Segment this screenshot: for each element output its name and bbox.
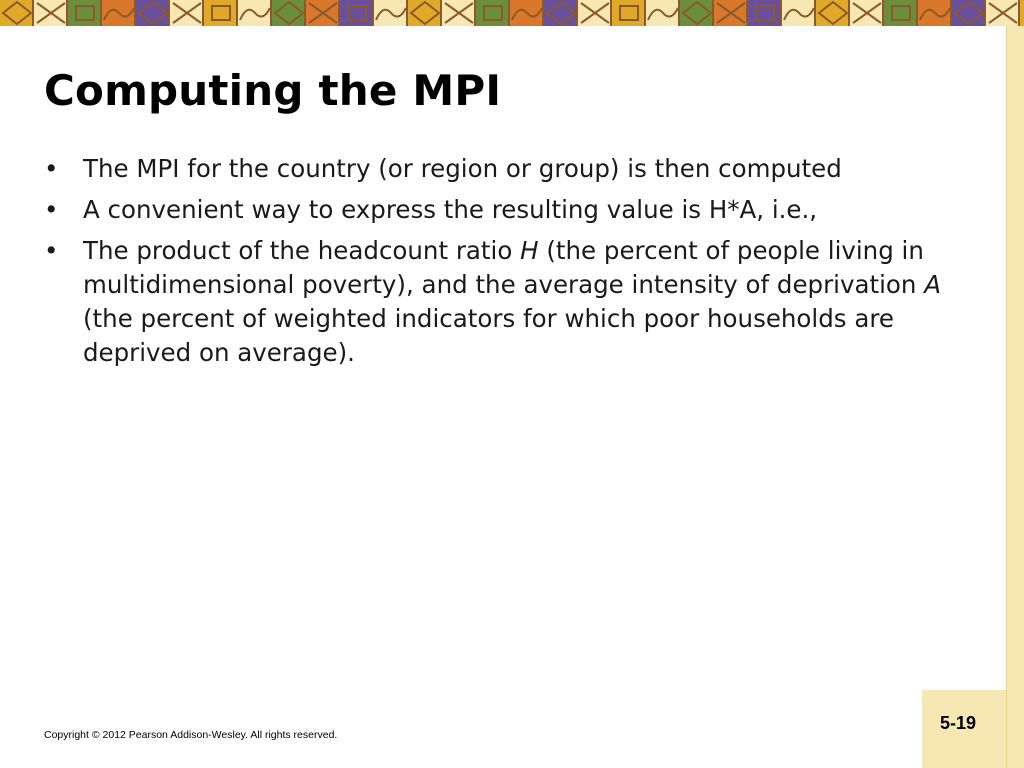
pattern-separator xyxy=(202,0,204,26)
pattern-tile xyxy=(952,0,986,26)
pattern-tile xyxy=(272,0,306,26)
pattern-tile xyxy=(68,0,102,26)
pattern-separator xyxy=(338,0,340,26)
copyright-notice: Copyright © 2012 Pearson Addison-Wesley. All rights reserved. xyxy=(44,729,338,741)
pattern-separator xyxy=(372,0,374,26)
pattern-separator xyxy=(100,0,102,26)
pattern-separator xyxy=(848,0,850,26)
bullet-dot: • xyxy=(44,154,59,183)
bullet-text: A convenient way to express the resulting value is H*A, i.e., xyxy=(83,195,818,224)
pattern-tile xyxy=(816,0,850,26)
pattern-tile xyxy=(0,0,34,26)
bullet-text: The MPI for the country (or region or group) is then computed xyxy=(83,154,842,183)
pattern-separator xyxy=(644,0,646,26)
pattern-tile xyxy=(340,0,374,26)
bullet-item xyxy=(44,234,974,370)
pattern-tile xyxy=(476,0,510,26)
pattern-separator xyxy=(1018,0,1020,26)
bullet-item xyxy=(44,152,974,186)
bullet-list xyxy=(44,152,974,377)
pattern-separator xyxy=(950,0,952,26)
pattern-tile xyxy=(204,0,238,26)
bullet-dot: • xyxy=(44,236,59,265)
pattern-separator xyxy=(32,0,34,26)
pattern-tile xyxy=(136,0,170,26)
pattern-tile xyxy=(1020,0,1024,26)
pattern-tile xyxy=(884,0,918,26)
slide-title: Computing the MPI xyxy=(44,66,502,115)
pattern-tile xyxy=(748,0,782,26)
page-number: 5-19 xyxy=(940,713,977,733)
text-segment: (the percent of weighted indicators for which poor households are deprived on average). xyxy=(83,304,894,367)
bullet-item xyxy=(44,193,974,227)
pattern-graphic xyxy=(0,0,1024,26)
pattern-separator xyxy=(610,0,612,26)
pattern-separator xyxy=(746,0,748,26)
pattern-separator xyxy=(916,0,918,26)
bullet-text xyxy=(83,236,941,367)
pattern-separator xyxy=(474,0,476,26)
pattern-separator xyxy=(66,0,68,26)
pattern-separator xyxy=(270,0,272,26)
pattern-separator xyxy=(712,0,714,26)
pattern-tile xyxy=(680,0,714,26)
right-decorative-strip xyxy=(1006,26,1024,768)
pattern-separator xyxy=(678,0,680,26)
bullet-dot: • xyxy=(44,195,59,224)
pattern-separator xyxy=(542,0,544,26)
pattern-separator xyxy=(406,0,408,26)
pattern-tile xyxy=(544,0,578,26)
pattern-separator xyxy=(576,0,578,26)
pattern-separator xyxy=(780,0,782,26)
text-segment: The product of the headcount ratio xyxy=(83,236,521,265)
pattern-separator xyxy=(508,0,510,26)
pattern-separator xyxy=(134,0,136,26)
pattern-tile xyxy=(408,0,442,26)
pattern-separator xyxy=(440,0,442,26)
pattern-separator xyxy=(814,0,816,26)
variable-a: A xyxy=(924,270,941,299)
pattern-separator xyxy=(304,0,306,26)
pattern-separator xyxy=(168,0,170,26)
pattern-tile xyxy=(612,0,646,26)
pattern-separator xyxy=(882,0,884,26)
pattern-separator xyxy=(236,0,238,26)
decorative-pattern-banner xyxy=(0,0,1024,26)
text-segment: (the percent of people living in multidimensional poverty), and the average intensity of deprivation xyxy=(83,236,925,299)
pattern-separator xyxy=(984,0,986,26)
variable-h: H xyxy=(520,236,539,265)
